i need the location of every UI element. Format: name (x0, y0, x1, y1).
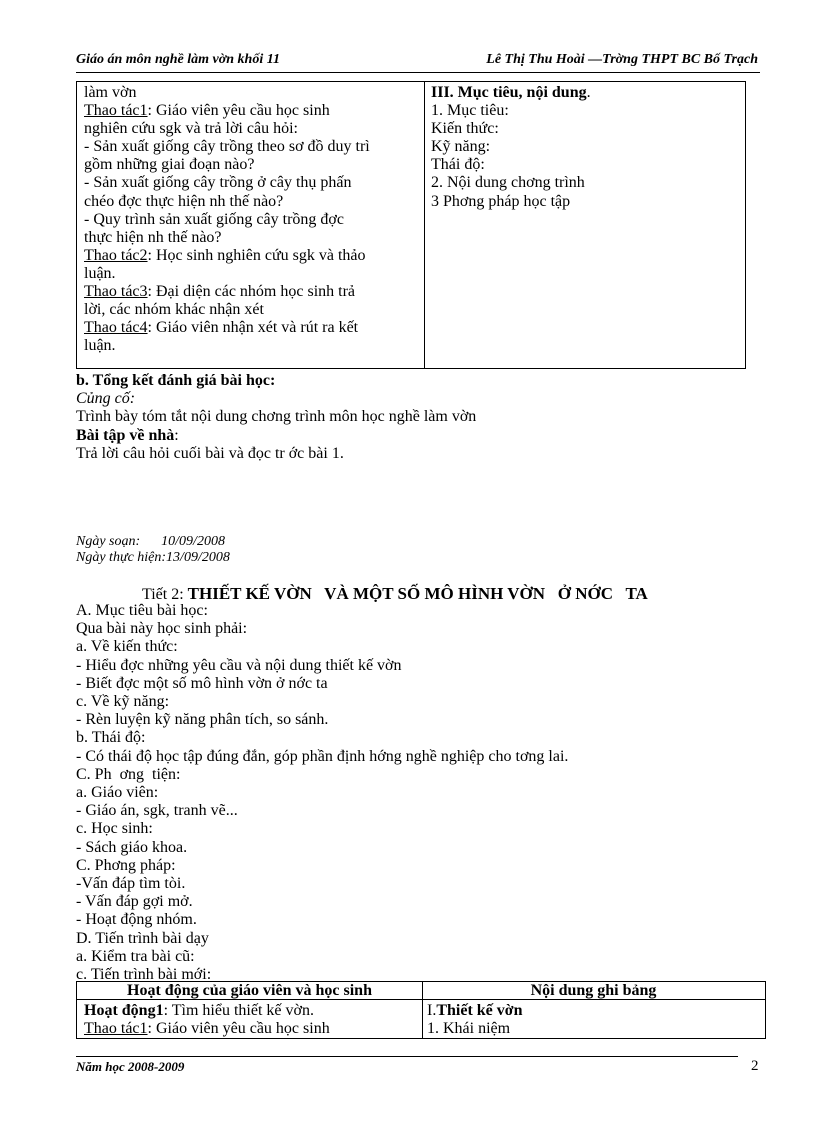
date-prepared: Ngày soạn: 10/09/2008 (76, 534, 225, 549)
footer-school-year: Năm học 2008-2009 (76, 1059, 185, 1074)
table1-line: Kiến thức: (431, 120, 499, 138)
body-line: a. Về kiến thức: (76, 638, 178, 656)
page-number: 2 (751, 1058, 759, 1074)
body-line: - Giáo án, sgk, tranh vẽ... (76, 802, 238, 820)
table2-left-cell (84, 1002, 414, 1038)
lesson-table-2 (76, 981, 766, 1039)
table1-line: - Quy trình sản xuất giống cây trồng đợc (84, 210, 344, 228)
homework-text: Trả lời câu hỏi cuối bài và đọc tr ớc bài 1. (76, 444, 344, 462)
step-label: Thao tác4 (84, 319, 148, 337)
section-heading: III. Mục tiêu, nội dung. (431, 84, 591, 101)
table2-right-cell (427, 1002, 757, 1038)
page-header (76, 52, 760, 72)
table1-line: 2. Nội dung chơng trình (431, 174, 585, 192)
step-line: Thao tác1: Giáo viên yêu cầu học sinh (84, 1020, 330, 1037)
footer-divider (76, 1056, 738, 1057)
table2-header-left: Hoạt động của giáo viên và học sinh (127, 982, 372, 999)
body-line: c. Về kỹ năng: (76, 693, 170, 711)
table1-line: chéo đợc thực hiện nh thế nào? (84, 192, 284, 210)
dates-block (76, 534, 230, 566)
table1-line: Thao tác2: Học sinh nghiên cứu sgk và thảo (84, 246, 366, 264)
step-label: Thao tác2 (84, 246, 148, 264)
body-line: a. Kiểm tra bài cũ: (76, 947, 195, 965)
lesson-prefix: Tiết 2: (142, 586, 188, 603)
body-line: C. Phơng pháp: (76, 856, 176, 874)
body-line: c. Tiến trình bài mới: (76, 966, 212, 984)
header-divider (76, 72, 760, 73)
table1-line: 3 Phơng pháp học tập (431, 192, 571, 210)
body-line: c. Học sinh: (76, 820, 153, 838)
body-line: a. Giáo viên: (76, 784, 159, 802)
body-line: - Hiểu đợc những yêu cầu và nội dung thiết kế vờn (76, 656, 402, 674)
table1-line: Thao tác3: Đại diện các nhóm học sinh trả (84, 283, 356, 301)
table1-line: Thao tác4: Giáo viên nhận xét và rút ra kết (84, 319, 359, 337)
step-label: Thao tác3 (84, 283, 148, 301)
body-line: b. Thái độ: (76, 729, 146, 747)
table1-line: luận. (84, 337, 116, 355)
cung-co-label: Củng cố: (76, 390, 136, 408)
table1-line: lời, các nhóm khác nhận xét (84, 301, 264, 319)
date-taught: Ngày thực hiện:13/09/2008 (76, 550, 230, 565)
table1-line: Kỹ năng: (431, 138, 491, 156)
table1-left-column (84, 84, 414, 355)
body-line: - Hoạt động nhóm. (76, 911, 197, 929)
body-line: - Biết đợc một số mô hình vờn ở nớc ta (76, 674, 328, 692)
table1-line: Thái độ: (431, 156, 485, 174)
table1-line: làm vờn (84, 84, 137, 101)
lesson-body (76, 602, 568, 984)
lesson-table-1 (76, 81, 746, 369)
body-line: - Có thái độ học tập đúng đắn, góp phần định hớng nghề nghiệp cho tơng lai. (76, 747, 569, 765)
table1-line: - Sản xuất giống cây trồng theo sơ đồ duy trì (84, 138, 370, 156)
table2-header-right: Nội dung ghi bảng (530, 982, 657, 999)
body-line: - Sách giáo khoa. (76, 838, 188, 856)
summary-section (76, 372, 476, 463)
step-label: Thao tác1 (84, 102, 148, 120)
summary-heading: b. Tổng kết đánh giá bài học: (76, 372, 276, 389)
table1-line: nghiên cứu sgk và trả lời câu hỏi: (84, 120, 298, 138)
table1-line: thực hiện nh thế nào? (84, 228, 222, 246)
table1-line: luận. (84, 264, 116, 282)
body-line: Qua bài này học sinh phải: (76, 620, 248, 638)
table1-line: 1. Mục tiêu: (431, 102, 509, 120)
body-line: - Rèn luyện kỹ năng phân tích, so sánh. (76, 711, 329, 729)
body-line: A. Mục tiêu bài học: (76, 602, 208, 619)
body-line: -Vấn đáp tìm tòi. (76, 875, 186, 893)
cung-co-text: Trình bày tóm tắt nội dung chơng trình môn học nghề làm vờn (76, 408, 477, 426)
section-heading: I.Thiết kế vờn (427, 1002, 523, 1019)
table1-line: - Sản xuất giống cây trồng ở cây thụ phấn (84, 174, 352, 192)
table1-line: gồm những giai đoạn nào? (84, 156, 255, 174)
activity-line: Hoạt động1: Tìm hiểu thiết kế vờn. (84, 1002, 314, 1019)
header-right: Lê Thị Thu Hoài —Trờng THPT BC Bố Trạch (486, 52, 758, 67)
body-line: C. Ph ơng tiện: (76, 765, 181, 783)
step-label: Thao tác1 (84, 1020, 148, 1037)
table-column-divider (424, 82, 425, 368)
lesson-title (142, 584, 648, 604)
header-left: Giáo án môn nghề làm vờn khối 11 (76, 52, 280, 67)
homework-heading: Bài tập về nhà: (76, 426, 179, 444)
lesson-title-text: THIẾT KẾ VỜN VÀ MỘT SỐ MÔ HÌNH VỜN Ở NỚC TA (187, 584, 648, 603)
table1-line: Thao tác1: Giáo viên yêu cầu học sinh (84, 102, 330, 120)
content-line: 1. Khái niệm (427, 1020, 511, 1037)
body-line: D. Tiến trình bài dạy (76, 929, 209, 947)
body-line: - Vấn đáp gợi mở. (76, 893, 193, 911)
table1-right-column (431, 84, 741, 211)
